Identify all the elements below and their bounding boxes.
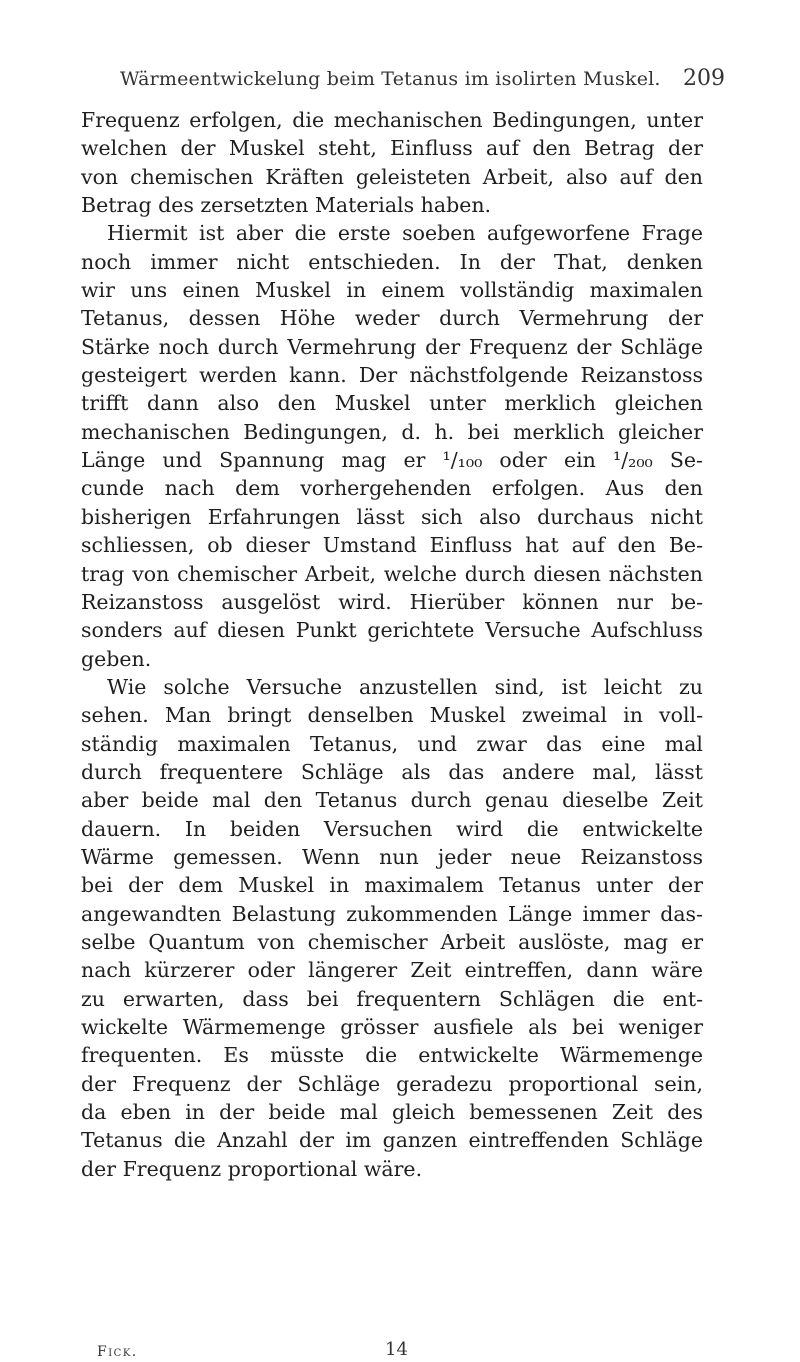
text-line: ständig maximalen Tetanus, und zwar das eine mal <box>81 731 703 756</box>
text-line: aber beide mal den Tetanus durch genau dieselbe Zeit <box>81 788 703 813</box>
text-line: geben. <box>81 646 152 671</box>
text-line: Wie solche Versuche anzustellen sind, ist leicht zu <box>107 674 703 699</box>
text-line: Stärke noch durch Vermehrung der Frequenz der Schläge <box>81 334 703 359</box>
text-line: selbe Quantum von chemischer Arbeit auslöste, mag er <box>81 929 703 954</box>
text-line: mechanischen Bedingungen, d. h. bei merklich gleicher <box>81 419 703 444</box>
text-line: Länge und Spannung mag er ¹/₁₀₀ oder ein ¹/₂₀₀ Se- <box>81 448 703 473</box>
text-line: gesteigert werden kann. Der nächstfolgende Reizanstoss <box>81 363 703 388</box>
text-line: Wärme gemessen. Wenn nun jeder neue Reizanstoss <box>81 844 703 869</box>
text-line: dauern. In beiden Versuchen wird die entwickelte <box>81 816 703 841</box>
text-line: wir uns einen Muskel in einem vollständig maximalen <box>81 278 703 303</box>
text-line: zu erwarten, dass bei frequentern Schlägen die ent- <box>81 986 703 1011</box>
text-line: frequenten. Es müsste die entwickelte Wärmemenge <box>81 1043 703 1068</box>
text-line: Frequenz erfolgen, die mechanischen Bedingungen, unter <box>81 108 703 132</box>
text-line: welchen der Muskel steht, Einfluss auf den Betrag der <box>81 136 703 161</box>
text-line: Tetanus, dessen Höhe weder durch Vermehrung der <box>81 306 703 331</box>
text-line: der Frequenz der Schläge geradezu proportional sein, <box>81 1071 703 1096</box>
text-line: bei der dem Muskel in maximalem Tetanus unter der <box>81 873 703 898</box>
text-line: Tetanus die Anzahl der im ganzen eintreffenden Schläge <box>81 1128 703 1153</box>
text-line: bisherigen Erfahrungen lässt sich also durchaus nicht <box>81 504 703 529</box>
running-title: Wärmeentwickelung beim Tetanus im isolirten Muskel. <box>120 68 661 90</box>
text-line: angewandten Belastung zukommenden Länge immer das- <box>81 901 703 926</box>
text-line: sehen. Man bringt denselben Muskel zweimal in voll- <box>81 703 703 728</box>
text-line: Hiermit ist aber die erste soeben aufgeworfene Frage <box>107 221 703 246</box>
sheet-number: 14 <box>385 1339 408 1360</box>
text-line: trifft dann also den Muskel unter merklich gleichen <box>81 391 703 416</box>
signature-author: Fick. <box>97 1344 138 1360</box>
text-line: schliessen, ob dieser Umstand Einfluss hat auf den Be- <box>81 533 703 558</box>
text-line: cunde nach dem vorhergehenden erfolgen. Aus den <box>81 476 703 501</box>
page-number: 209 <box>683 66 725 91</box>
text-line: wickelte Wärmemenge grösser ausfiele als bei weniger <box>81 1015 703 1039</box>
text-line: der Frequenz proportional wäre. <box>81 1156 423 1181</box>
text-line: trag von chemischer Arbeit, welche durch diesen nächsten <box>81 561 703 586</box>
text-line: nach kürzerer oder längerer Zeit eintreffen, dann wäre <box>81 958 703 983</box>
text-line: von chemischen Kräften geleisteten Arbeit, also auf den <box>81 164 703 189</box>
text-line: Reizanstoss ausgelöst wird. Hierüber können nur be- <box>81 589 703 614</box>
text-line: da eben in der beide mal gleich bemessenen Zeit des <box>81 1100 703 1125</box>
body-text <box>81 106 703 1183</box>
text-line: sonders auf diesen Punkt gerichtete Versuche Aufschluss <box>81 618 703 643</box>
text-line: Betrag des zersetzten Materials haben. <box>81 193 492 218</box>
text-line: durch frequentere Schläge als das andere mal, lässt <box>81 759 703 784</box>
text-line: noch immer nicht entschieden. In der That, denken <box>81 249 703 274</box>
